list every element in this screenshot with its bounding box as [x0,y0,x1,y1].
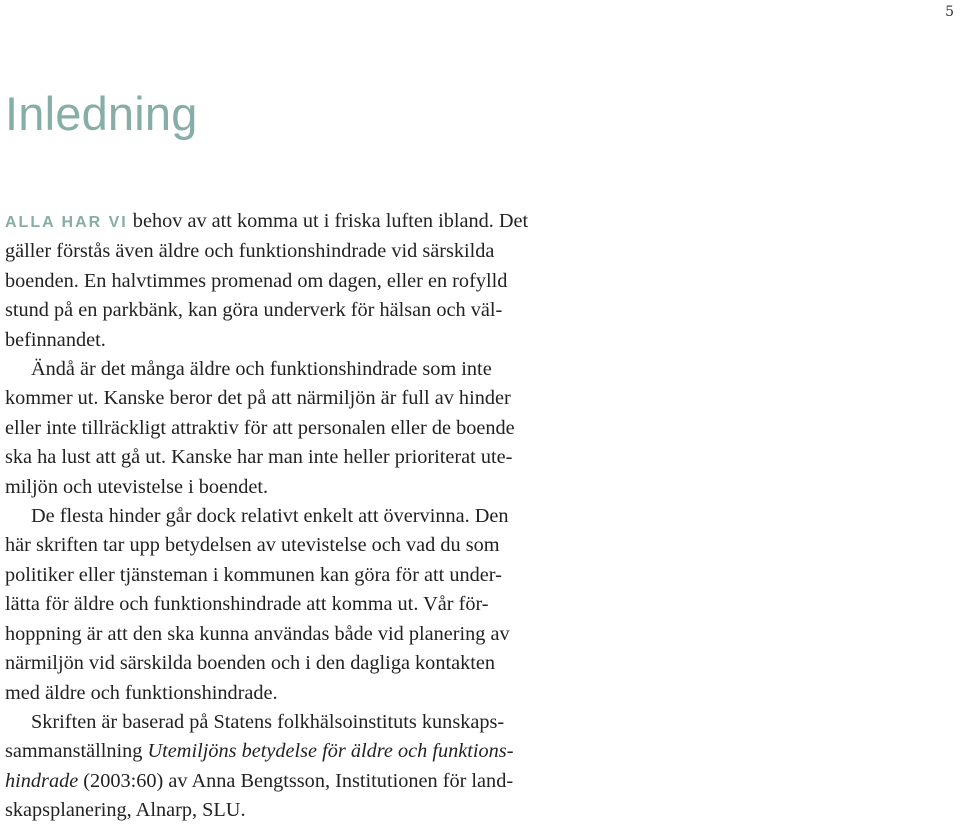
text-line: eller inte tillräckligt attraktiv för att personalen eller de boende [5,416,515,439]
text-line: gäller förstås även äldre och funktionshindrade vid särskilda [5,240,495,263]
paragraph-4 [5,708,615,826]
text-line: hoppning är att den ska kunna användas både vid planering av [5,622,510,645]
italic-title: hindrade [5,769,79,792]
text-line: kommer ut. Kanske beror det på att närmiljön är full av hinder [5,387,511,410]
text-line [5,767,615,796]
italic-title: Utemiljöns betydelse för äldre och funktions- [147,740,514,763]
lead-in-caps: ALLA HAR VI [5,214,128,231]
text-line: befinnandet. [5,328,106,351]
text-line: boenden. En halvtimmes promenad om dagen, eller en rofylld [5,269,508,292]
text-line: De flesta hinder går dock relativt enkelt att övervinna. Den [31,505,509,528]
text-line: stund på en parkbänk, kan göra underverk för hälsan och väl- [5,299,503,322]
text-line: miljön och utevistelse i boendet. [5,475,269,498]
paragraph-2 [5,355,615,502]
text-segment: sammanställning [5,740,148,763]
text-line: lätta för äldre och funktionshindrade att komma ut. Vår för- [5,593,489,616]
text-line: ska ha lust att gå ut. Kanske har man inte heller prioriterat ute- [5,446,513,469]
text-line [5,207,615,237]
page-title: Inledning [5,87,198,140]
text-line: närmiljön vid särskilda boenden och i den dagliga kontakten [5,652,496,675]
text-line: här skriften tar upp betydelsen av utevistelse och vad du som [5,534,500,557]
text-line [5,737,615,766]
text-line: skapsplanering, Alnarp, SLU. [5,799,246,822]
text-line: Skriften är baserad på Statens folkhälsoinstituts kunskaps- [31,710,505,733]
text-line: Ändå är det många äldre och funktionshindrade som inte [31,358,492,381]
text-segment: behov av att komma ut i friska luften ibland. Det [127,210,529,232]
page-number: 5 [945,4,954,20]
text-segment: (2003:60) av Anna Bengtsson, Institutionen för land- [78,769,514,792]
text-line: politiker eller tjänsteman i kommunen kan göra för att under- [5,563,502,586]
paragraph-3 [5,502,615,708]
body-text [5,207,615,826]
paragraph-1 [5,207,615,355]
text-line: med äldre och funktionshindrade. [5,681,278,704]
